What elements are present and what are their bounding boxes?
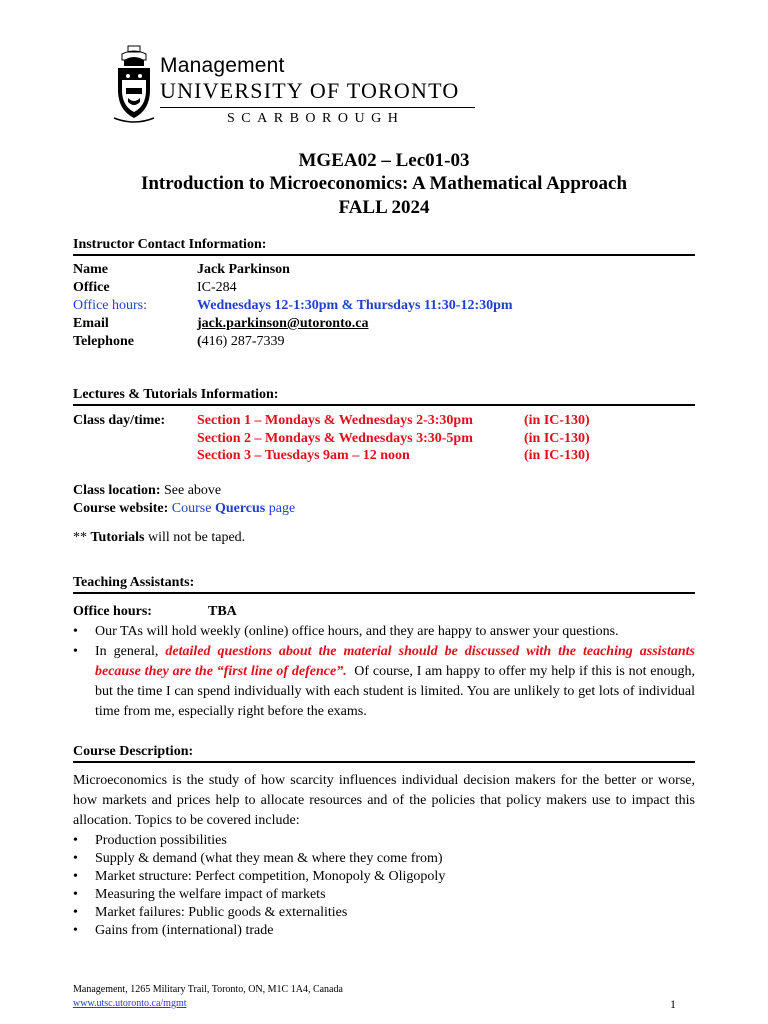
logo-divider — [160, 107, 475, 108]
university-crest-icon — [112, 44, 156, 124]
description-heading: Course Description: — [73, 744, 695, 763]
course-title: Introduction to Microeconomics: A Mathematical Approach — [140, 173, 628, 194]
list-item: • Our TAs will hold weekly (online) office hours, and they are happy to answer your questions. — [73, 622, 695, 642]
telephone-label: Telephone — [73, 334, 134, 349]
telephone-value: (416) 287-7339 — [197, 334, 285, 349]
ta-bullets — [73, 622, 695, 722]
lectures-heading: Lectures & Tutorials Information: — [73, 387, 695, 406]
topics-list — [73, 832, 695, 940]
list-item: • Supply & demand (what they mean & where they come from) — [73, 850, 695, 868]
class-location: Class location: See above — [73, 483, 222, 498]
instructor-name: Jack Parkinson — [197, 262, 290, 277]
section-3-time: Section 3 – Tuesdays 9am – 12 noon — [197, 448, 410, 463]
list-item: • Measuring the welfare impact of markets — [73, 886, 695, 904]
course-term: FALL 2024 — [338, 197, 430, 218]
list-item: • In general, detailed questions about the material should be discussed with the teaching assistants because they are the “first line of defence”. Of course, I am happy to offer my help if this is not enough, but the time I can spend individually with each student is limited. You are unlikely to get lots of individual time from me, especially right before the exams. — [73, 642, 695, 722]
email-link[interactable]: jack.parkinson@utoronto.ca — [197, 316, 369, 331]
website-link[interactable]: Course Quercus page — [171, 501, 296, 516]
office-value: IC-284 — [197, 280, 237, 295]
office-label: Office — [73, 280, 110, 295]
class-day-label: Class day/time: — [73, 413, 166, 428]
ta-office-hours-label: Office hours: — [73, 604, 152, 619]
page-number: 1 — [670, 997, 676, 1011]
logo-management-text: Management — [160, 54, 285, 77]
course-website: Course website: Course Quercus page — [73, 501, 296, 516]
section-1-room: (in IC-130) — [524, 413, 590, 428]
list-item: • Gains from (international) trade — [73, 922, 695, 940]
ta-office-hours-value: TBA — [208, 604, 237, 619]
name-label: Name — [73, 262, 108, 277]
logo-university-text: UNIVERSITY OF TORONTO — [160, 78, 460, 103]
section-2-room: (in IC-130) — [524, 431, 590, 446]
list-item: • Production possibilities — [73, 832, 695, 850]
section-3-room: (in IC-130) — [524, 448, 590, 463]
logo-campus-text: SCARBOROUGH — [227, 111, 405, 126]
course-code: MGEA02 – Lec01-03 — [298, 150, 470, 171]
office-hours-value: Wednesdays 12-1:30pm & Thursdays 11:30-12:30pm — [197, 298, 513, 313]
footer-url-link[interactable]: www.utsc.utoronto.ca/mgmt — [73, 998, 187, 1009]
description-text: Microeconomics is the study of how scarcity influences individual decision makers for the better or worse, how markets and prices help to allocate resources and of the policies that policy makers use to impact this allocation. Topics to be covered include: — [73, 773, 695, 828]
ta-heading: Teaching Assistants: — [73, 575, 695, 594]
list-item: • Market failures: Public goods & externalities — [73, 904, 695, 922]
university-logo — [112, 44, 492, 134]
list-item: • Market structure: Perfect competition, Monopoly & Oligopoly — [73, 868, 695, 886]
instructor-heading: Instructor Contact Information: — [73, 237, 695, 256]
section-2-time: Section 2 – Mondays & Wednesdays 3:30-5pm — [197, 431, 473, 446]
office-hours-label: Office hours: — [73, 298, 147, 313]
tutorial-note: ** Tutorials will not be taped. — [73, 530, 246, 545]
section-1-time: Section 1 – Mondays & Wednesdays 2-3:30pm — [197, 413, 473, 428]
footer-address: Management, 1265 Military Trail, Toronto, ON, M1C 1A4, Canada — [73, 984, 343, 995]
email-label: Email — [73, 316, 109, 331]
